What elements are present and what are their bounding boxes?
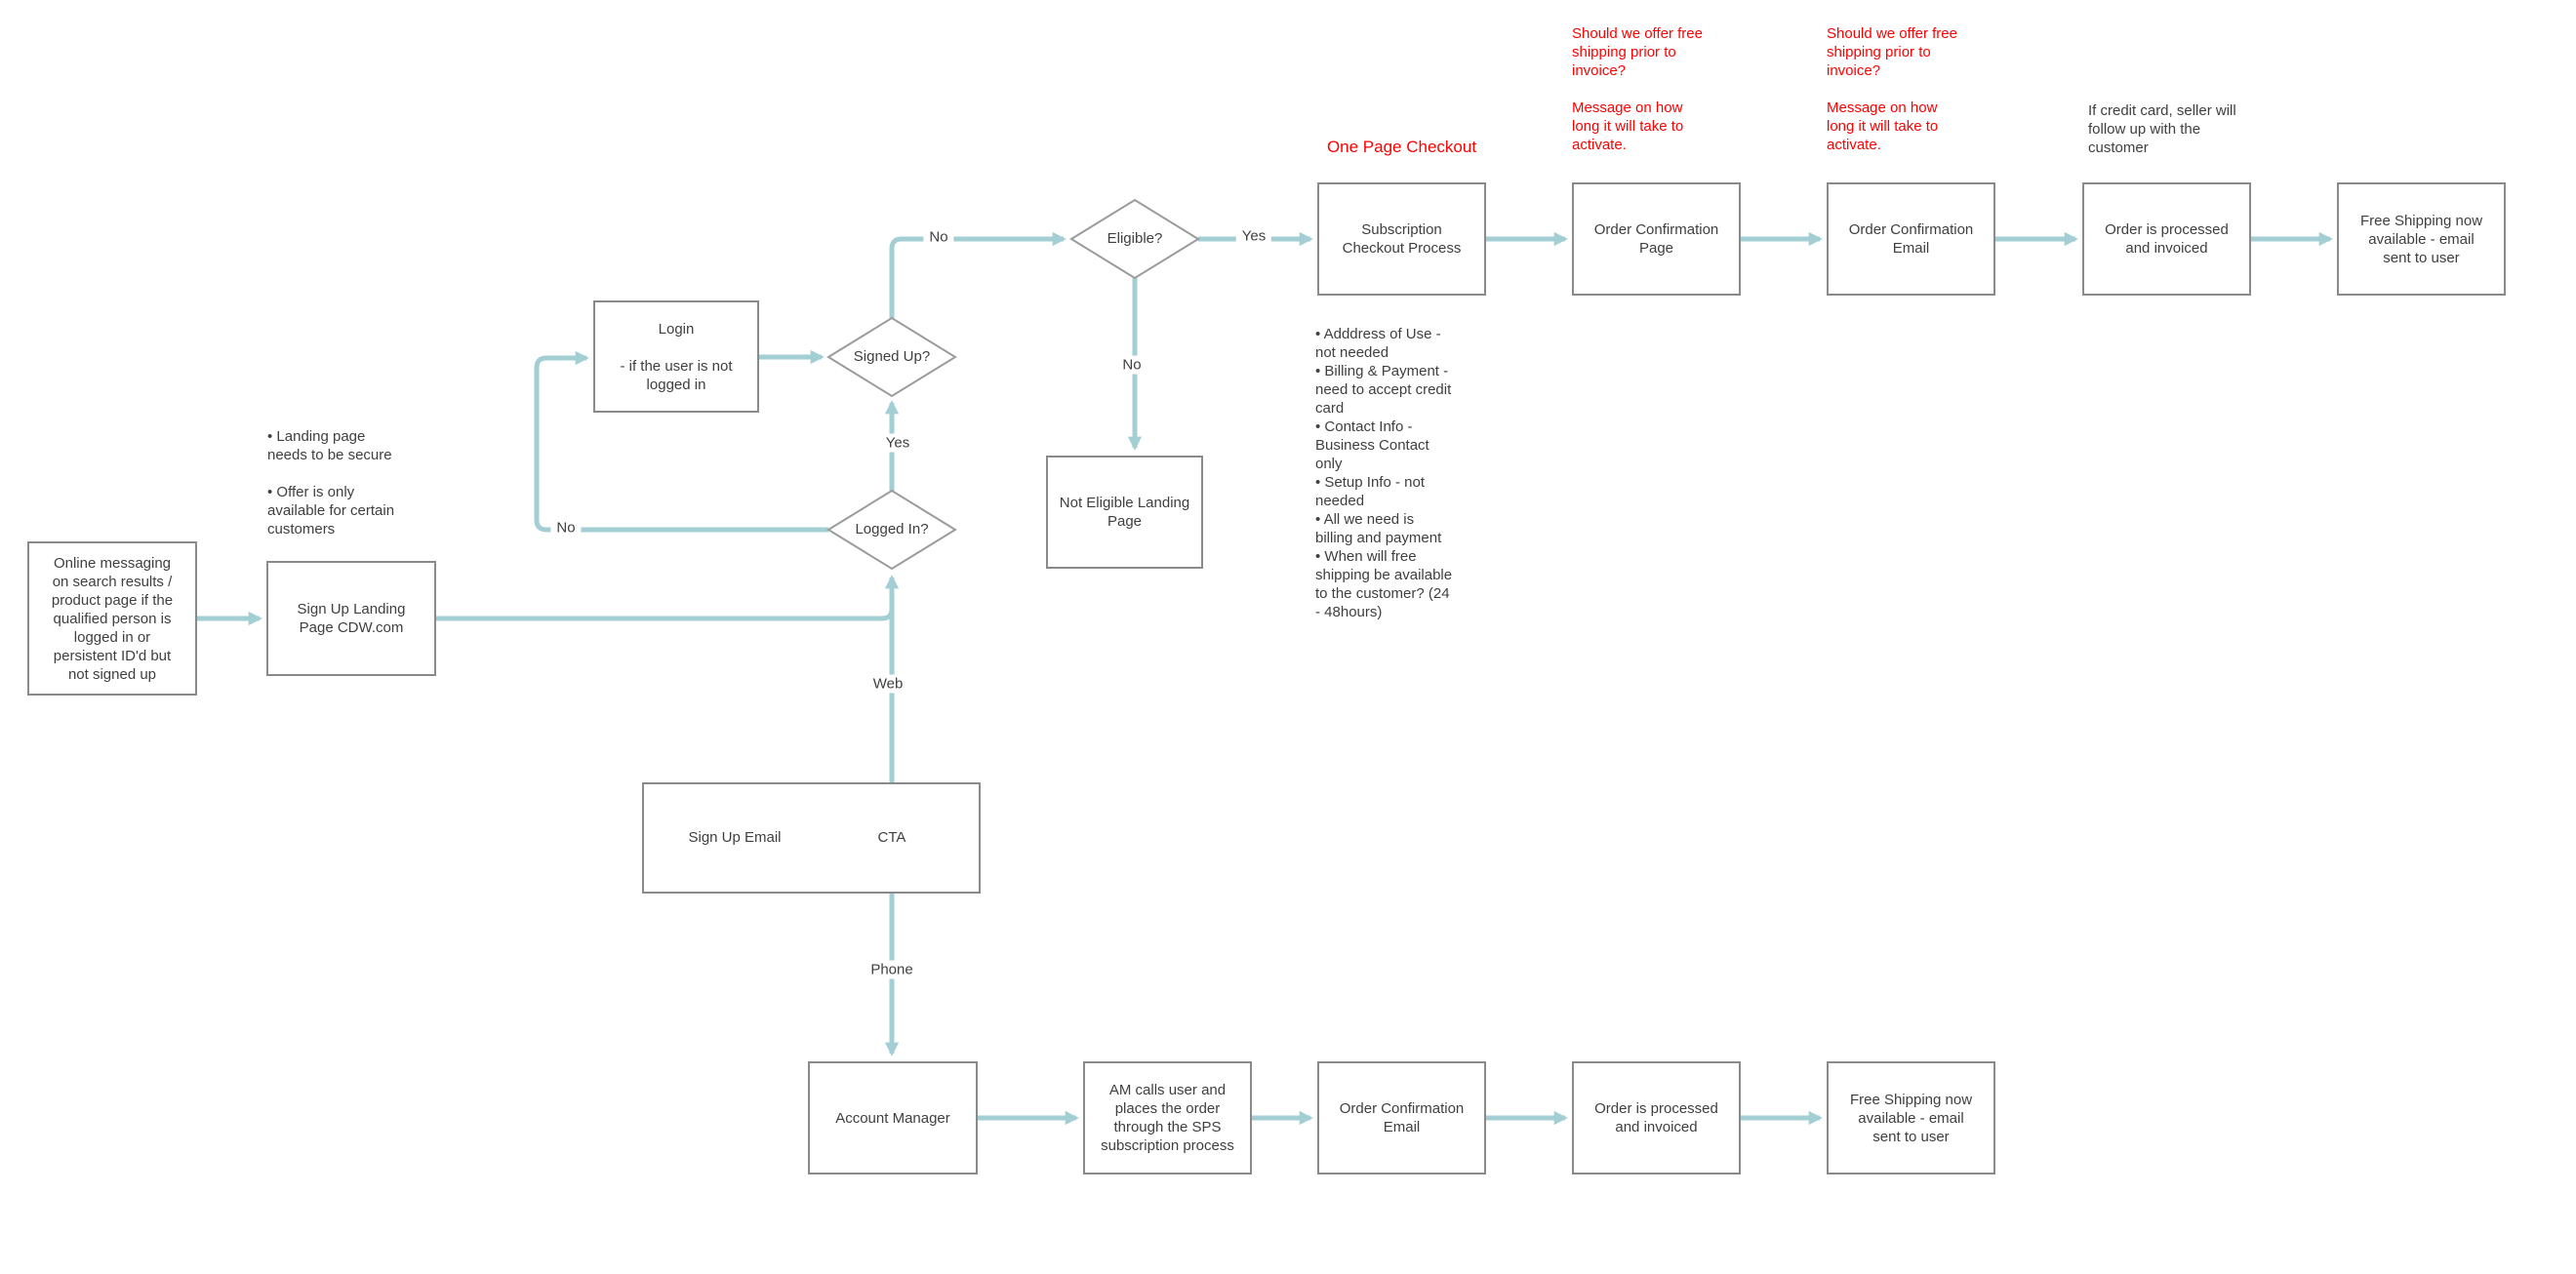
node-account-manager	[808, 1061, 978, 1174]
node-label: Order is processed and invoiced	[2105, 221, 2229, 257]
annotation-checkout-notes: • Adddress of Use - not needed • Billing & Payment - need to accept credit card • Contact Info - Business Contact only • Setup Info - not needed • All we need is billing and payment • When will free shipping be available to the customer? (24 - 48hours)	[1315, 326, 1453, 620]
signed-up-label: Signed Up?	[853, 348, 931, 365]
annotation-free-shipping-question-1: Should we offer free shipping prior to invoice? Message on how long it will take to activate.	[1572, 25, 1703, 153]
edge-label-signed-up-no: No	[923, 228, 953, 247]
node-order-confirmation-page	[1572, 182, 1741, 296]
edge-label-logged-in-yes: Yes	[880, 434, 915, 453]
edge-label-web: Web	[867, 675, 909, 694]
edge-label-logged-in-no: No	[550, 519, 581, 537]
annotation-free-shipping-question-2: Should we offer free shipping prior to invoice? Message on how long it will take to activate.	[1827, 25, 1957, 153]
edge-label-eligible-no: No	[1116, 356, 1147, 375]
node-online-messaging	[27, 541, 197, 696]
node-label: Order Confirmation Page	[1593, 221, 1719, 257]
node-order-confirmation-email-bottom	[1317, 1061, 1486, 1174]
node-label: Account Manager	[835, 1109, 950, 1127]
node-am-calls-user	[1083, 1061, 1252, 1174]
annotation-landing-page-notes: • Landing page needs to be secure • Offer is only available for certain customers	[267, 428, 395, 537]
node-order-processed-invoiced-bottom	[1572, 1061, 1741, 1174]
node-order-confirmation-email-top	[1827, 182, 1995, 296]
annotation-credit-card-note: If credit card, seller will follow up with the customer	[2088, 102, 2236, 156]
node-order-processed-invoiced-top	[2082, 182, 2251, 296]
sign-up-email-label: Sign Up Email	[688, 829, 782, 846]
node-label: Order Confirmation Email	[1848, 221, 1974, 257]
node-label: Free Shipping now available - email sent to user	[1849, 1091, 1973, 1145]
edge-label-phone: Phone	[865, 961, 918, 979]
node-free-shipping-email-bottom	[1827, 1061, 1995, 1174]
eligible-label: Eligible?	[1107, 230, 1163, 247]
annotation-one-page-checkout: One Page Checkout	[1326, 138, 1477, 156]
node-login	[593, 300, 759, 413]
cta-label: CTA	[877, 829, 906, 846]
edge-signup-landing-to-spine	[436, 609, 892, 618]
edge-label-eligible-yes: Yes	[1236, 227, 1271, 246]
node-label: Free Shipping now available - email sent to user	[2359, 212, 2483, 266]
node-not-eligible-landing-page	[1046, 456, 1203, 569]
node-label: Not Eligible Landing Page	[1059, 495, 1190, 530]
node-free-shipping-email-top	[2337, 182, 2506, 296]
edge-signed-up-no-to-eligible	[892, 239, 1064, 318]
node-subscription-checkout-process	[1317, 182, 1486, 296]
logged-in-label: Logged In?	[855, 521, 929, 537]
node-label: Order is processed and invoiced	[1594, 1100, 1718, 1135]
node-label: Order Confirmation Email	[1339, 1100, 1465, 1135]
node-label: AM calls user and places the order through the SPS subscription process	[1101, 1082, 1234, 1154]
node-label: Sign Up Landing Page CDW.com	[297, 601, 406, 636]
node-label: Subscription Checkout Process	[1342, 221, 1462, 257]
node-label: Online messaging on search results / product page if the qualified person is logged in or persistent ID'd but not signed up	[51, 554, 174, 683]
node-label: Login - if the user is not logged in	[620, 320, 733, 393]
node-sign-up-landing-page	[266, 561, 436, 676]
